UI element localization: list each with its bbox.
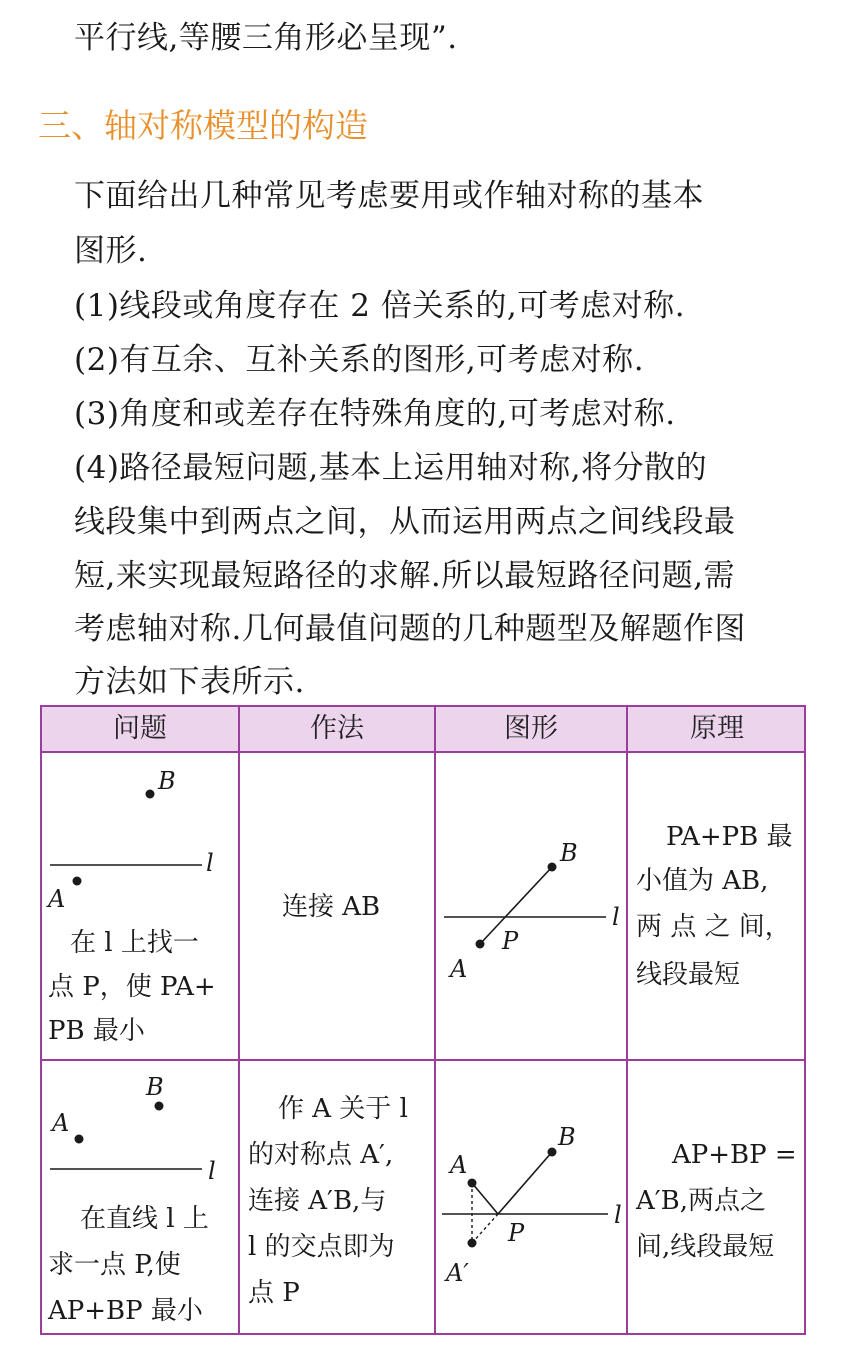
point-b	[146, 790, 155, 799]
label-a: A	[450, 955, 468, 983]
section-title: 三、轴对称模型的构造	[38, 106, 368, 145]
segment-pb	[498, 1152, 552, 1214]
label-a-prime: A′	[446, 1259, 469, 1287]
point-a	[73, 877, 82, 886]
row1-problem-line: 在 l 上找一	[70, 928, 199, 958]
paragraph-line: (2)有互余、互补关系的图形,可考虑对称.	[74, 342, 645, 378]
row1-principle-line: 小值为 AB,	[636, 866, 769, 896]
method-table	[40, 705, 806, 1335]
row2-figure	[436, 1061, 626, 1333]
label-b: B	[158, 767, 176, 795]
row2-method-line: 作 A 关于 l	[278, 1094, 408, 1124]
row2-problem-figure	[42, 1061, 238, 1191]
row1-problem-line: PB 最小	[48, 1016, 145, 1046]
paragraph-line: 下面给出几种常见考虑要用或作轴对称的基本	[74, 178, 704, 214]
point-a	[476, 940, 485, 949]
header-principle: 原理	[690, 713, 744, 744]
row2-principle-line: AP+BP =	[672, 1140, 797, 1170]
paragraph-line: 线段集中到两点之间，从而运用两点之间线段最	[74, 504, 736, 540]
column-divider	[238, 707, 240, 1333]
label-l: l	[612, 903, 620, 931]
row2-principle-line: A′B,两点之	[636, 1186, 767, 1216]
row2-problem-line: 求一点 P,使	[48, 1250, 181, 1280]
row1-figure	[436, 753, 626, 1059]
row1-principle-line: 两 点 之 间，	[636, 912, 791, 942]
header-figure: 图形	[504, 713, 558, 744]
row2-principle-line: 间,线段最短	[636, 1232, 775, 1262]
row1-problem-line: 点 P，使 PA+	[48, 972, 216, 1002]
row1-principle-line: 线段最短	[636, 960, 741, 990]
paragraph-line: (4)路径最短问题,基本上运用轴对称,将分散的	[74, 450, 708, 486]
paragraph-line: (3)角度和或差存在特殊角度的,可考虑对称.	[74, 396, 676, 432]
header-problem: 问题	[113, 713, 167, 744]
label-p: P	[508, 1219, 525, 1247]
label-b: B	[560, 839, 578, 867]
row2-method-line: 连接 A′B,与	[248, 1186, 387, 1216]
label-b: B	[558, 1123, 576, 1151]
label-a: A	[450, 1151, 468, 1179]
label-p: P	[502, 927, 519, 955]
label-a: A	[52, 1109, 70, 1137]
header-method: 作法	[310, 713, 364, 744]
label-l: l	[208, 1157, 216, 1185]
dashed-segment-a2p	[472, 1214, 498, 1243]
label-a: A	[48, 885, 66, 913]
label-b: B	[146, 1073, 164, 1101]
text-line-0: 平行线,等腰三角形必呈现”.	[74, 20, 458, 56]
point-a-prime	[468, 1239, 477, 1248]
label-l: l	[614, 1201, 622, 1229]
row2-method-line: 点 P	[248, 1278, 300, 1308]
paragraph-line: 图形.	[74, 233, 148, 269]
row2-problem-line: AP+BP 最小	[48, 1296, 203, 1326]
paragraph-line: 方法如下表所示.	[74, 664, 305, 700]
paragraph-line: 短,来实现最短路径的求解.所以最短路径问题,需	[74, 558, 736, 594]
row1-principle-line: PA+PB 最	[666, 822, 793, 852]
column-divider	[626, 707, 628, 1333]
label-l: l	[206, 849, 214, 877]
row1-method: 连接 AB	[282, 892, 381, 922]
row1-problem-figure	[42, 753, 238, 913]
point-b	[548, 863, 557, 872]
row2-method-line: l 的交点即为	[248, 1232, 395, 1262]
point-b	[155, 1102, 164, 1111]
row2-method-line: 的对称点 A′,	[248, 1140, 394, 1170]
row2-problem-line: 在直线 l 上	[80, 1204, 209, 1234]
paragraph-line: (1)线段或角度存在 2 倍关系的,可考虑对称.	[74, 288, 686, 324]
table-header	[42, 707, 804, 753]
segment-ap	[472, 1183, 498, 1214]
point-a	[75, 1135, 84, 1144]
paragraph-line: 考虑轴对称.几何最值问题的几种题型及解题作图	[74, 611, 746, 647]
